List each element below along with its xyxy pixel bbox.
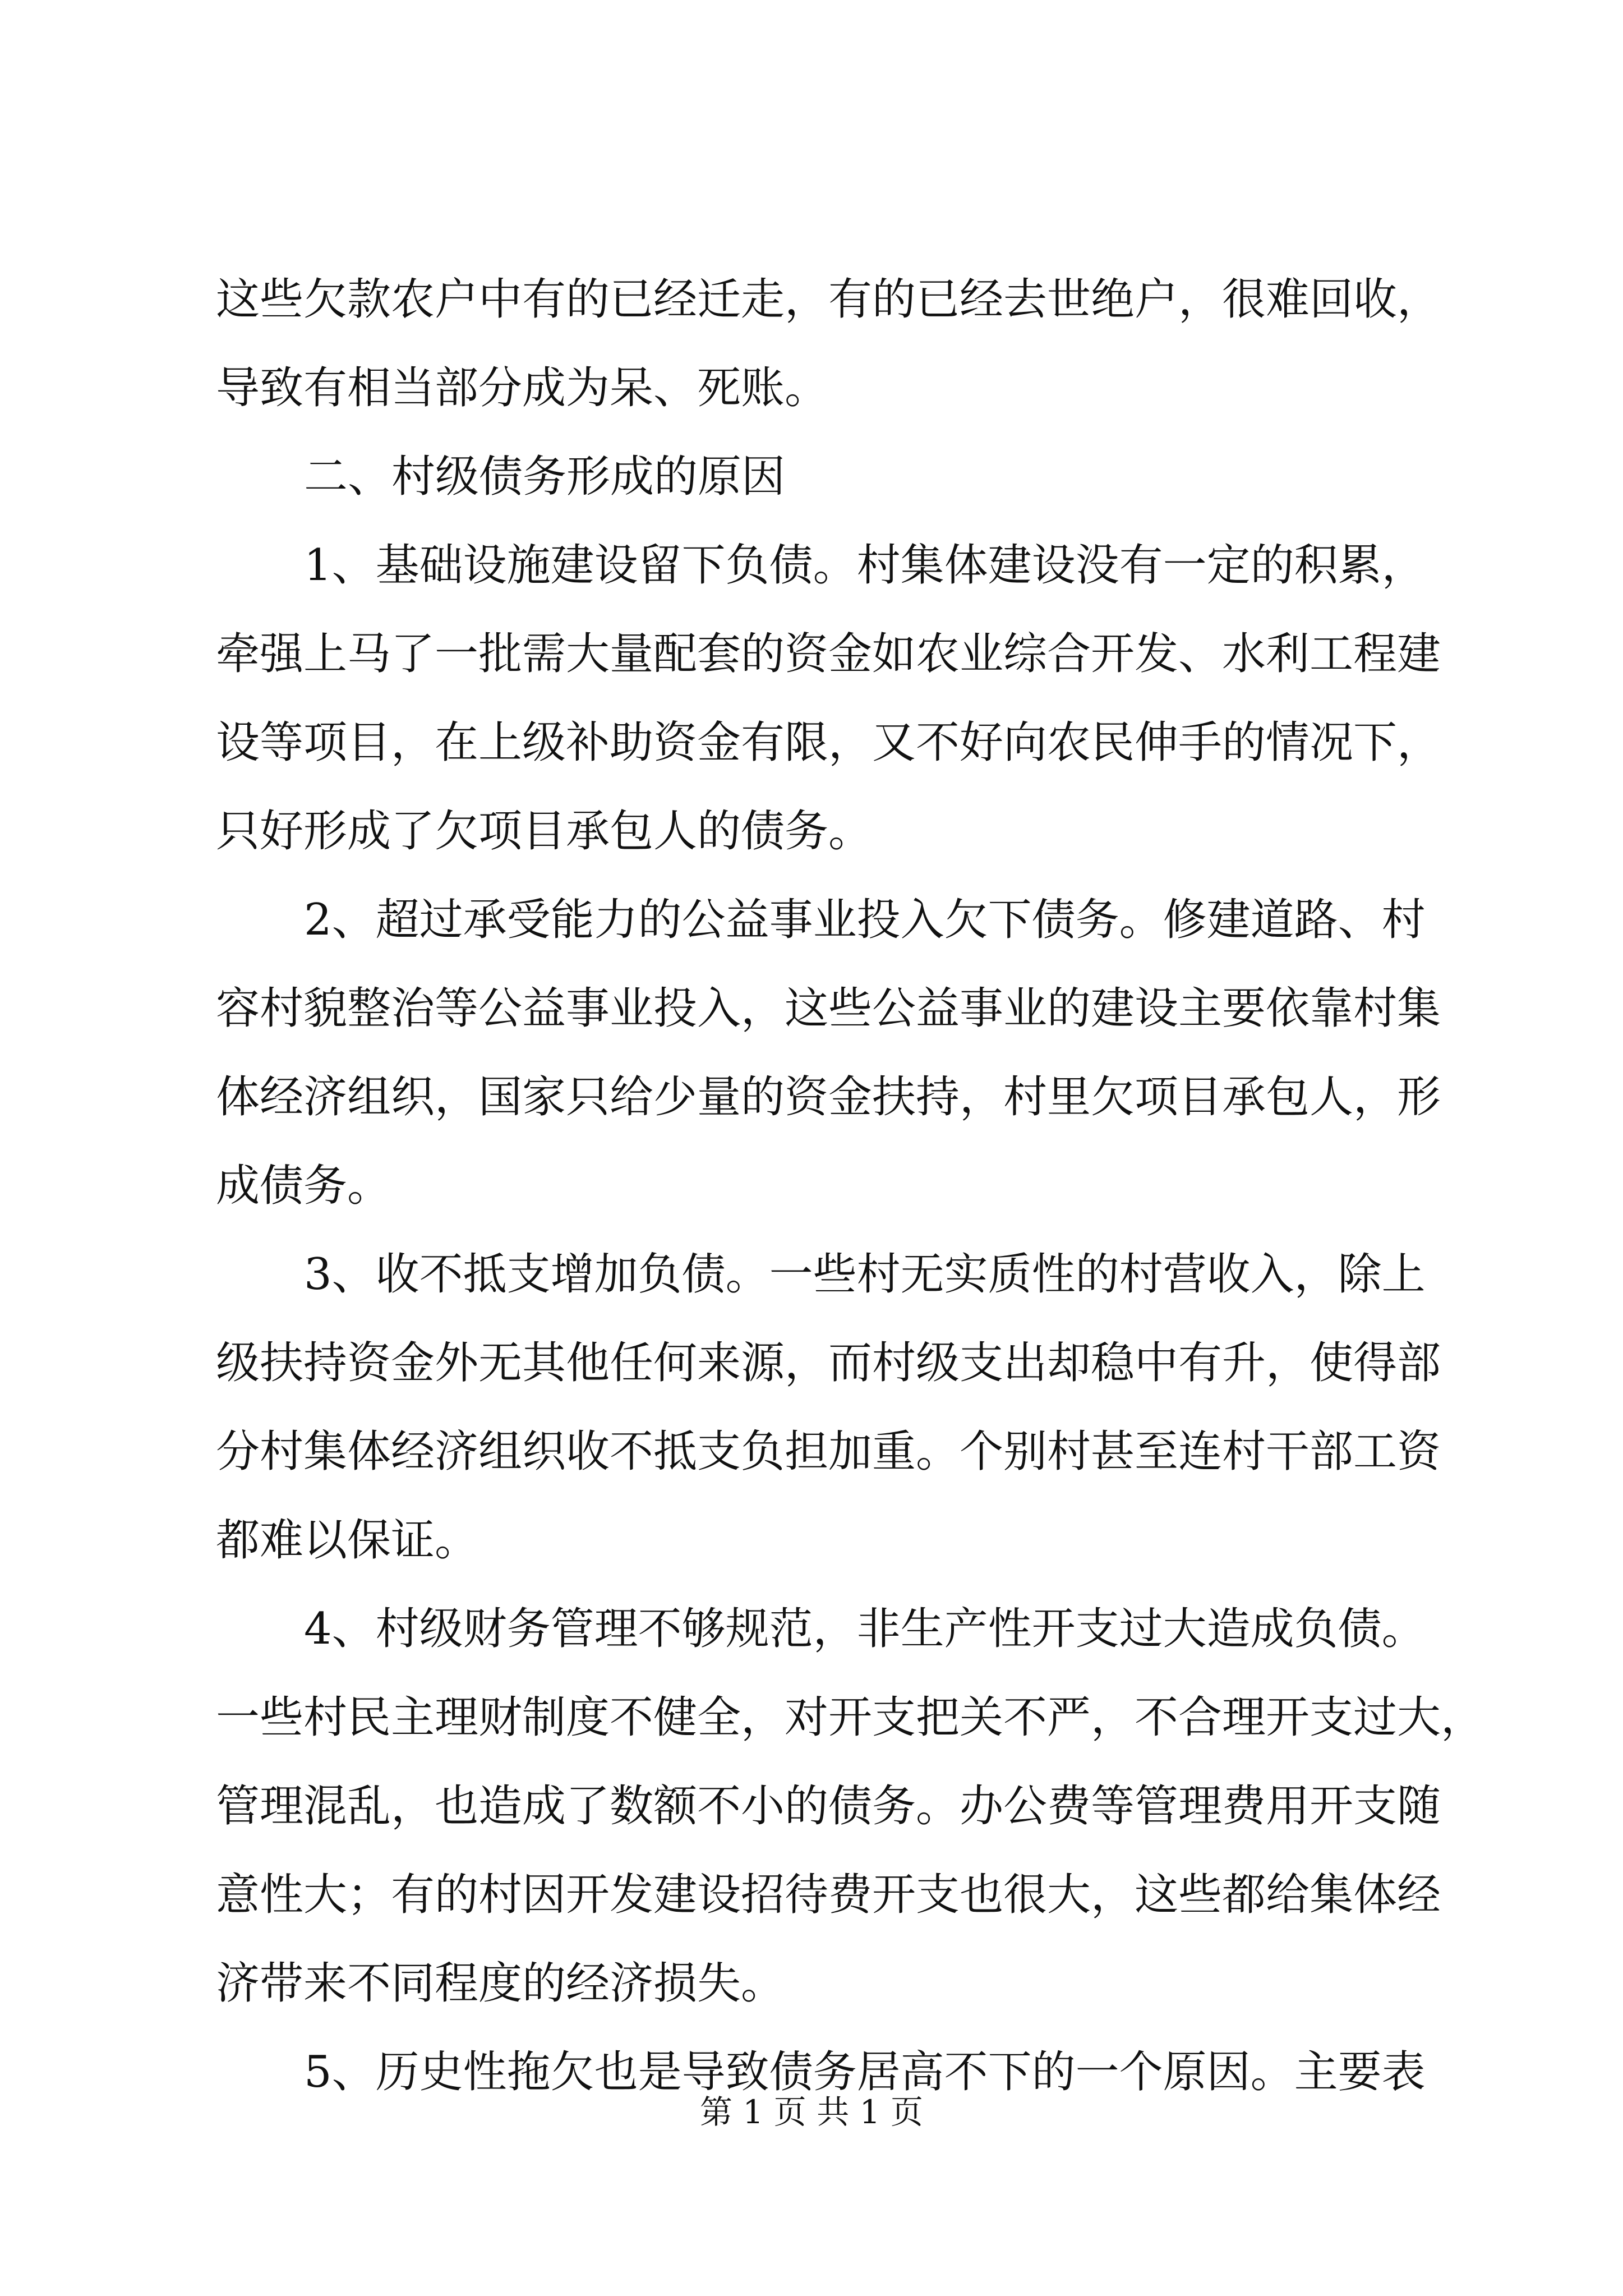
text-line: 4、村级财务管理不够规范，非生产性开支过大造成负债。 xyxy=(304,1604,1426,1654)
text-line: 级扶持资金外无其他任何来源，而村级支出却稳中有升，使得部 xyxy=(216,1338,1441,1388)
text-line: 2、超过承受能力的公益事业投入欠下债务。修建道路、村 xyxy=(304,895,1426,945)
text-line: 这些欠款农户中有的已经迁走，有的已经去世绝户，很难回收， xyxy=(216,274,1441,325)
text-line: 设等项目，在上级补助资金有限，又不好向农民伸手的情况下， xyxy=(216,717,1441,768)
text-line: 管理混乱，也造成了数额不小的债务。办公费等管理费用开支随 xyxy=(216,1781,1441,1832)
text-line: 5、历史性拖欠也是导致债务居高不下的一个原因。主要表 xyxy=(304,2047,1426,2097)
text-line: 只好形成了欠项目承包人的债务。 xyxy=(216,806,873,857)
text-line: 分村集体经济组织收不抵支负担加重。个别村甚至连村干部工资 xyxy=(216,1427,1441,1477)
text-line: 都难以保证。 xyxy=(216,1515,479,1566)
page-footer: 第 1 页 共 1 页 xyxy=(700,2093,923,2131)
text-line: 导致有相当部分成为呆、死账。 xyxy=(216,363,829,413)
text-line: 一些村民主理财制度不健全，对开支把关不严，不合理开支过大， xyxy=(216,1692,1485,1743)
document-body xyxy=(216,255,1485,2116)
text-line: 1、基础设施建设留下负债。村集体建设没有一定的积累， xyxy=(304,540,1426,591)
section-heading: 二、村级债务形成的原因 xyxy=(304,452,786,502)
text-line: 3、收不抵支增加负债。一些村无实质性的村营收入，除上 xyxy=(304,1249,1426,1300)
text-line: 意性大；有的村因开发建设招待费开支也很大，这些都给集体经 xyxy=(216,1870,1441,1920)
text-line: 成债务。 xyxy=(216,1161,391,1211)
text-line: 体经济组织，国家只给少量的资金扶持，村里欠项目承包人，形 xyxy=(216,1072,1441,1122)
text-line: 济带来不同程度的经济损失。 xyxy=(216,1958,785,2009)
text-line: 牵强上马了一批需大量配套的资金如农业综合开发、水利工程建 xyxy=(216,629,1441,679)
text-line: 容村貌整治等公益事业投入，这些公益事业的建设主要依靠村集 xyxy=(216,983,1441,1034)
